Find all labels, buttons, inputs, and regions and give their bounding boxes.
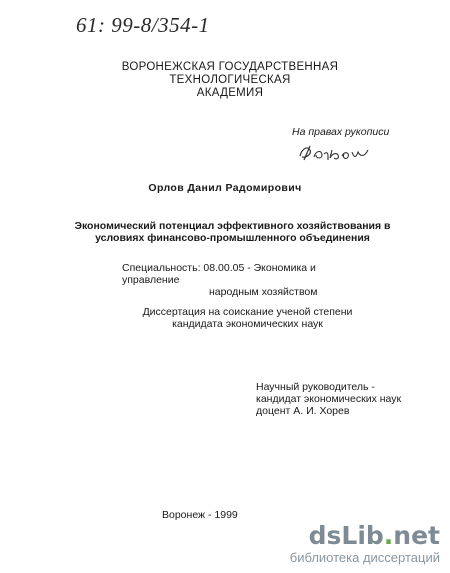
organization-header xyxy=(60,61,400,100)
specialty-line: народным хозяйством xyxy=(209,286,318,298)
dslib-watermark xyxy=(290,523,440,565)
title-line: Экономический потенциал эффективного хозяйствования в xyxy=(74,220,391,232)
dissertation-title xyxy=(60,220,405,244)
watermark-logo xyxy=(290,523,440,549)
degree-line: Диссертация на соискание ученой степени xyxy=(142,306,353,318)
watermark-logo-tld: net xyxy=(393,521,440,550)
organization-line: АКАДЕМИЯ xyxy=(196,87,264,99)
rights-note: На правах рукописи xyxy=(292,126,390,138)
city-year: Воронеж - 1999 xyxy=(162,509,238,521)
advisor-line: кандидат экономических наук xyxy=(256,393,402,405)
advisor-line: доцент А. И. Хорев xyxy=(256,405,350,417)
watermark-subtitle: библиотека диссертаций xyxy=(289,550,440,565)
advisor-line: Научный руководитель - xyxy=(256,381,375,393)
organization-line: ВОРОНЕЖСКАЯ ГОСУДАРСТВЕННАЯ ТЕХНОЛОГИЧЕСКАЯ xyxy=(121,61,339,86)
catalog-stamp: 61: 99-8/354-1 xyxy=(76,13,210,37)
watermark-logo-dot: . xyxy=(383,521,394,550)
specialty-line: Специальность: 08.00.05 - Экономика и управление xyxy=(122,262,316,286)
specialty-block xyxy=(122,262,367,298)
advisor-block xyxy=(256,381,426,417)
author-name: Орлов Данил Радомирович xyxy=(148,182,302,194)
watermark-logo-main: dsLib xyxy=(308,521,384,550)
title-line: условиях финансово-промышленного объединения xyxy=(95,232,370,244)
handwritten-signature xyxy=(296,140,376,169)
degree-line: кандидата экономических наук xyxy=(172,318,323,330)
degree-block xyxy=(105,306,390,330)
